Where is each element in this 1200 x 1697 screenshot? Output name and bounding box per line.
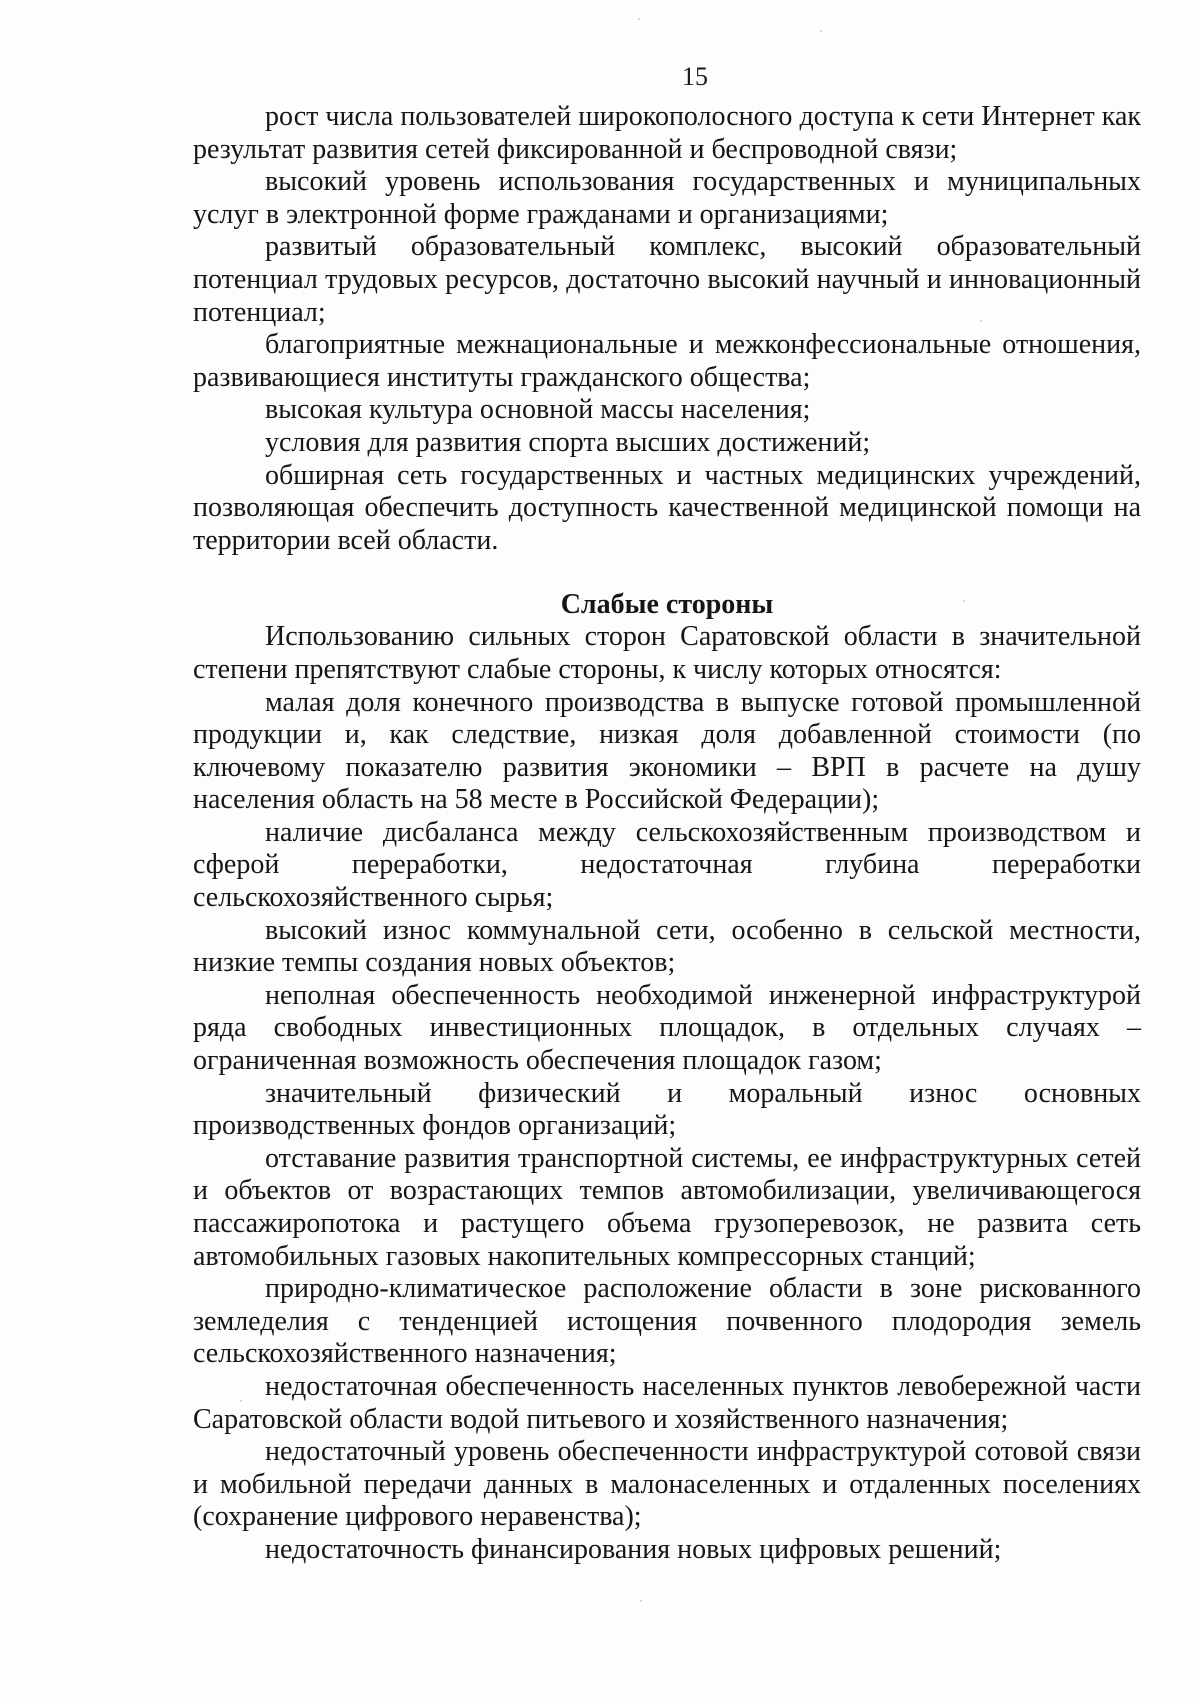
paragraph: благоприятные межнациональные и межконфессиональные отношения, развивающиеся институты гражданского общества; (193, 329, 1141, 393)
scan-speck (980, 320, 982, 322)
paragraph: недостаточная обеспеченность населенных пунктов левобережной части Саратовской области водой питьевого и хозяйственного назначения; (193, 1370, 1141, 1435)
paragraph: высокая культура основной массы населения; (265, 394, 811, 426)
paragraph: высокий износ коммунальной сети, особенно в сельской местности, низкие темпы создания новых объектов; (193, 914, 1141, 979)
document-body (193, 101, 1141, 1567)
paragraph: Использованию сильных сторон Саратовской области в значительной степени препятствуют слабые стороны, к числу которых относятся: (193, 621, 1141, 685)
scan-speck (240, 1400, 242, 1402)
paragraph: природно-климатическое расположение области в зоне рискованного земледелия с тенденцией истощения почвенного плодородия земель сельскохозяйственного назначения; (193, 1273, 1141, 1370)
paragraph: обширная сеть государственных и частных медицинских учреждений, позволяющая обеспечить доступность качественной медицинской помощи на территории всей области. (193, 459, 1141, 556)
paragraph: значительный физический и моральный износ основных производственных фондов организаций; (193, 1077, 1141, 1142)
paragraph: отставание развития транспортной системы, ее инфраструктурных сетей и объектов от возрастающих темпов автомобилизации, увеличивающегося пассажиропотока и растущего объема грузоперевозок, не развита сеть автомобильных газовых накопительных компрессорных станций; (193, 1142, 1141, 1272)
paragraph: развитый образовательный комплекс, высокий образовательный потенциал трудовых ресурсов, достаточно высокий научный и инновационный потенциал; (193, 231, 1141, 328)
page-number: 15 (682, 62, 708, 91)
paragraph: малая доля конечного производства в выпуске готовой промышленной продукции и, как следствие, низкая доля добавленной стоимости (по ключевому показателю развития экономики – ВРП в расчете на душу населения область на 58 месте в Российской Федерации); (193, 686, 1141, 816)
scan-speck (640, 1600, 642, 1602)
paragraph: рост числа пользователей широкополосного доступа к сети Интернет как результат развития сетей фиксированной и беспроводной связи; (193, 101, 1141, 165)
paragraph: наличие дисбаланса между сельскохозяйственным производством и сферой переработки, недостаточная глубина переработки сельскохозяйственного сырья; (193, 816, 1141, 914)
scan-speck (963, 600, 965, 602)
scan-speck (820, 30, 822, 32)
paragraph: высокий уровень использования государственных и муниципальных услуг в электронной форме гражданами и организациями; (193, 166, 1141, 230)
paragraph: недостаточный уровень обеспеченности инфраструктурой сотовой связи и мобильной передачи данных в малонаселенных и отдаленных поселениях (сохранение цифрового неравенства); (193, 1436, 1141, 1533)
scan-speck (638, 18, 640, 20)
paragraph: неполная обеспеченность необходимой инженерной инфраструктурой ряда свободных инвестиционных площадок, в отдельных случаях – ограниченная возможность обеспечения площадок газом; (193, 979, 1141, 1077)
paragraph: условия для развития спорта высших достижений; (265, 426, 871, 458)
section-heading: Слабые стороны (560, 589, 774, 621)
paragraph: недостаточность финансирования новых цифровых решений; (265, 1533, 1002, 1565)
